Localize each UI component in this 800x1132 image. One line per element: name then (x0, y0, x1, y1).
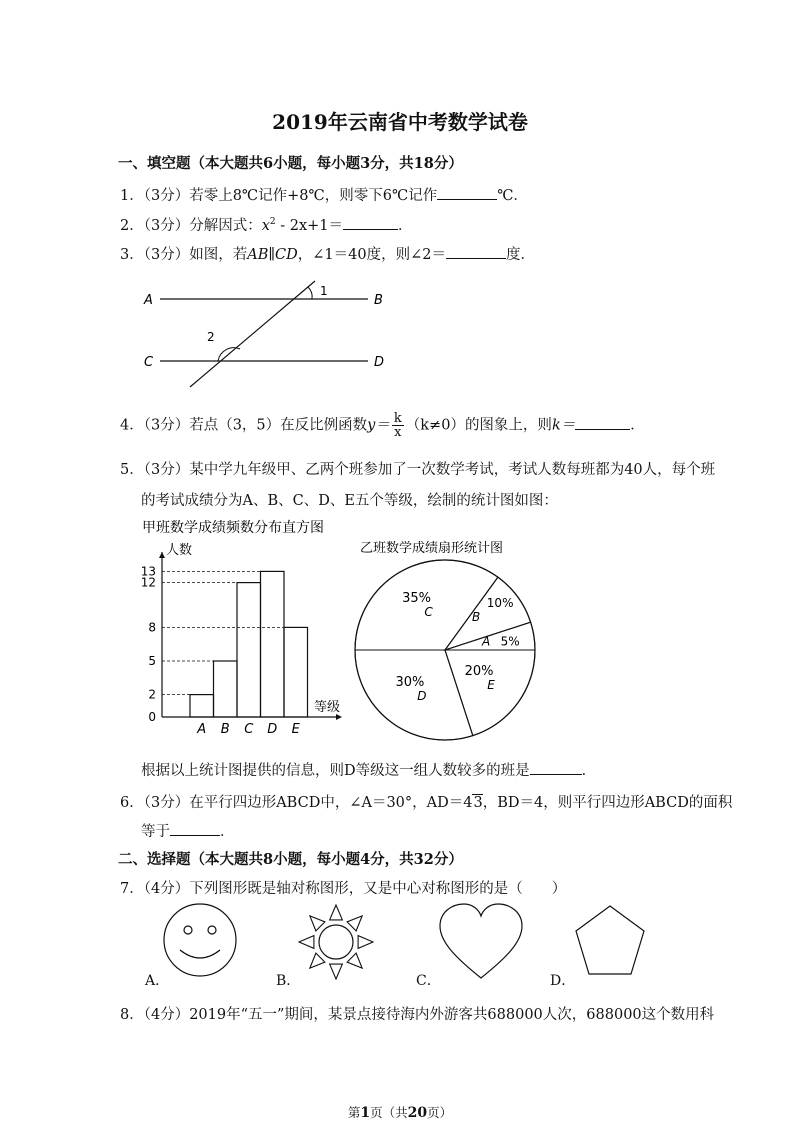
sun-ray (358, 936, 373, 949)
histogram-y-label: 人数 (166, 543, 193, 558)
exam-title: 2019年云南省中考数学试卷 (272, 110, 528, 134)
pie-value-label: 35% (402, 590, 431, 606)
option-b-label[interactable]: B． (276, 973, 301, 989)
question-6-line1: 6．（3分）在平行四边形ABCD中，∠A＝30°，AD＝43，BD＝4，则平行四边形ABCD的面积 (120, 795, 733, 811)
pie-category-label: C (424, 604, 433, 619)
histogram-category-label: C (244, 722, 254, 737)
page-footer: 第1页（共20页） (347, 1105, 453, 1121)
question-3: 3．（3分）如图，若AB∥CD，∠1＝40度，则∠2＝ 度． (120, 243, 535, 264)
pie-category-label: E (487, 678, 495, 693)
pie-value-label: 5% (500, 634, 520, 649)
histogram-y-tick: 13 (140, 564, 156, 579)
section-multiple-choice: 二、选择题（本大题共8小题，每小题4分，共32分） (118, 851, 463, 868)
sun-ray (310, 953, 325, 968)
fraction-k-over-x: $\frac{k}{x}$ (393, 411, 402, 440)
question-2: 2．（3分）分解因式：$x^2 - 2x+1=$ ． (120, 214, 413, 235)
pie-value-label: 20% (464, 664, 494, 680)
answer-blank-1[interactable] (437, 185, 497, 200)
histogram-y-tick: 2 (148, 687, 156, 702)
sun-ray (347, 916, 362, 931)
option-c-label[interactable]: C． (416, 973, 441, 989)
angle-1-label: 1 (320, 284, 328, 298)
angle-2-label: 2 (207, 330, 215, 344)
question-7: 7．（4分）下列图形既是轴对称图形，又是中心对称图形的是（ ） (120, 881, 567, 897)
sqrt-radicand: 3 (473, 795, 483, 811)
sun-ray (299, 936, 314, 949)
histogram-category-label: B (220, 722, 230, 737)
sun-figure (296, 902, 376, 982)
histogram-category-label: D (267, 722, 278, 737)
y-axis-arrow (159, 552, 165, 558)
parallel-lines-figure (140, 275, 400, 395)
sun-ray (347, 953, 362, 968)
histogram-y-tick: 5 (148, 654, 156, 668)
question-5-line1: 5．（3分）某中学九年级甲、乙两个班参加了一次数学考试，考试人数每班都为40人，每个班 (120, 462, 716, 478)
question-1: 1．（3分）若零上8℃记作+8℃，则零下6℃记作 ℃． (120, 184, 528, 205)
question-5-line3: 根据以上统计图提供的信息，则D等级这一组人数较多的班是 ． (141, 759, 596, 780)
point-a-label: A (144, 293, 153, 308)
question-6-line2: 等于 ． (141, 820, 235, 841)
point-b-label: B (374, 293, 383, 308)
question-5-line2: 的考试成绩分为A、B、C、D、E五个等级，绘制的统计图如图： (141, 493, 558, 509)
point-d-label: D (374, 355, 385, 370)
histogram-title: 甲班数学成绩频数分布直方图 (142, 520, 324, 536)
answer-blank-2[interactable] (343, 215, 398, 230)
pie-category-label: A (482, 634, 491, 649)
sun-ray (330, 964, 343, 979)
histogram-bar (190, 695, 214, 717)
smiley-face-figure (160, 902, 240, 982)
answer-blank-5[interactable] (530, 760, 582, 775)
pentagon-figure (570, 902, 650, 982)
question-8: 8．（4分）2019年“五一”期间，某景点接待海内外游客共688000人次，688000这个数用科 (120, 1007, 715, 1023)
sun-ray (330, 905, 343, 920)
sun-ray (310, 916, 325, 931)
pie-title: 乙班数学成绩扇形统计图 (360, 541, 504, 556)
pie-value-label: 30% (395, 675, 425, 691)
histogram-category-label: A (197, 722, 207, 737)
pie-slice (355, 650, 473, 740)
pie-category-label: D (417, 689, 427, 704)
histogram-category-label: E (291, 722, 300, 737)
histogram-y-tick: 0 (148, 710, 156, 724)
histogram-bar (261, 571, 285, 717)
option-d-label[interactable]: D． (550, 973, 576, 989)
option-a-label[interactable]: A． (145, 973, 170, 989)
class-b-pie-chart (350, 528, 550, 750)
histogram-bar (237, 583, 261, 717)
histogram-y-tick: 12 (140, 575, 156, 590)
class-a-histogram (140, 514, 360, 744)
heart-figure (436, 902, 526, 982)
section-fill-in: 一、填空题（本大题共6小题，每小题3分，共18分） (118, 155, 463, 172)
histogram-y-tick: 8 (148, 620, 156, 635)
question-4: 4．（3分）若点（3，5）在反比例函数y＝ $\frac{k}{x}$ （k≠0）的图象上，则k＝ ． (120, 411, 645, 440)
answer-blank-6[interactable] (170, 821, 220, 836)
answer-blank-3[interactable] (446, 244, 506, 259)
point-c-label: C (144, 355, 154, 370)
answer-blank-4[interactable] (575, 415, 630, 430)
histogram-bar (214, 661, 238, 717)
pie-value-label: 10% (486, 596, 514, 611)
histogram-x-label: 等级 (314, 700, 341, 715)
histogram-bar (284, 627, 308, 717)
pie-category-label: B (472, 610, 481, 625)
